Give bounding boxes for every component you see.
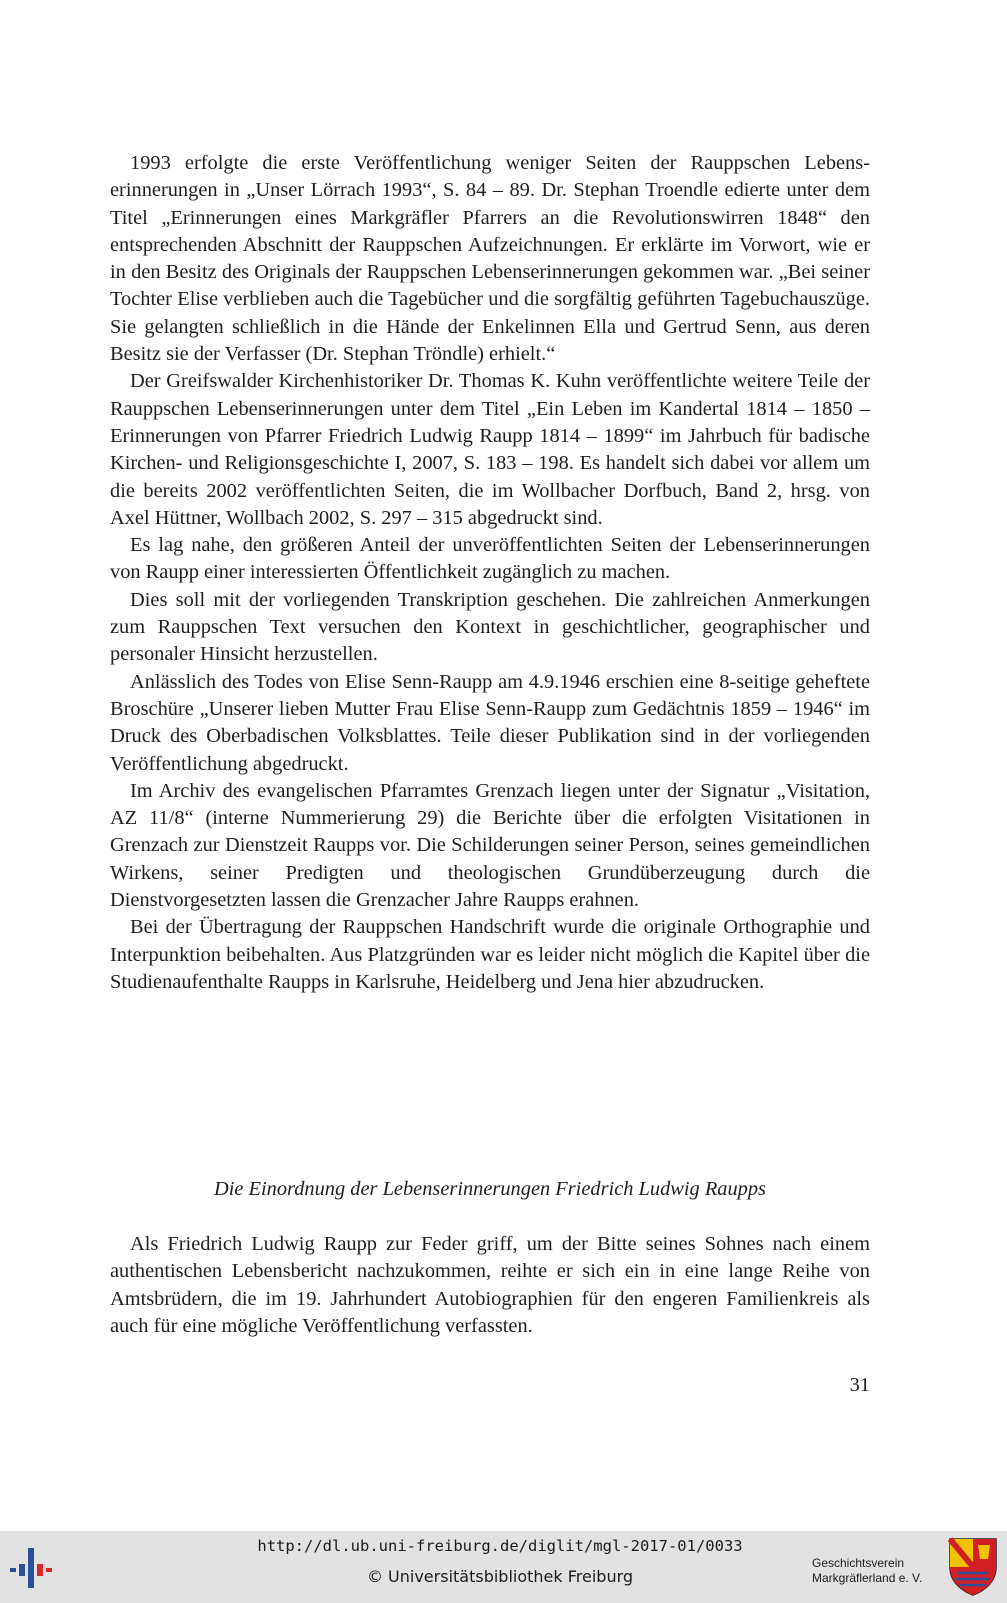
paragraph: Bei der Übertragung der Rauppschen Handschrift wurde die originale Orthographie und Interpunktion beibehalten. Aus Platzgründen war es leider nicht möglich die Kapitel über die Studienaufenthalte Raupps in Karlsruhe, Heidelberg und Jena hier abzudrucken.: [110, 916, 870, 993]
paragraph: Im Archiv des evangelischen Pfarramtes Grenzach liegen unter der Signatur „Visitation, AZ 11/8“ (interne Nummerierung 29) die Berichte über die erfolgten Visitationen in Grenzach zur Dienstzeit Raupps vor. Die Schilderungen seiner Person, seines gemeindlichen Wirkens, seiner Predigten und theologischen Grundüberzeugung durch die Dienstvorgesetzten lassen die Grenzacher Jahre Raupps erahnen.: [110, 779, 870, 912]
paragraph: Anlässlich des Todes von Elise Senn-Raupp am 4.9.1946 erschien eine 8-seitige geheftete Broschüre „Unserer lieben Mutter Frau Elise Senn-Raupp zum Gedächtnis 1859 – 1946“ im Druck des Oberbadischen Volksblattes. Teile dieser Publikation sind in der vorliegenden Veröffentlichung abgedruckt.: [110, 670, 870, 775]
paragraph: Als Friedrich Ludwig Raupp zur Feder griff, um der Bitte seines Sohnes nach einem authentischen Lebensbericht nachzukommen, reihte er sich ein in eine lange Reihe von Amtsbrüdern, die im 19. Jahrhundert Autobiographien für den engeren Familienkreis als auch für eine mögliche Veröffentlichung verfassten.: [110, 1233, 870, 1337]
paragraph: Dies soll mit der vorliegenden Transkription geschehen. Die zahlreichen Anmerkungen zum Rauppschen Text versuchen den Kontext in geschichtlicher, geographischer und personaler Hinsicht herzustellen.: [110, 588, 870, 666]
page-body: [110, 150, 870, 996]
page-number: 31: [849, 1374, 870, 1396]
footer-copyright: © Universitätsbibliothek Freiburg: [366, 1567, 634, 1586]
paragraph: Es lag nahe, den größeren Anteil der unveröffentlichten Seiten der Lebenserinnerungen von Raupp einer interessierten Öffentlichkeit zugänglich zu machen.: [110, 534, 870, 584]
footer-society: [812, 1556, 947, 1586]
coat-of-arms-icon: [948, 1537, 998, 1597]
footer-bar: [0, 1531, 1007, 1603]
section-heading: Die Einordnung der Lebenserinnerungen Friedrich Ludwig Raupps: [213, 1178, 766, 1200]
section-body: [110, 1231, 870, 1340]
paragraph: 1993 erfolgte die erste Veröffentlichung weniger Seiten der Rauppschen Lebenserinnerungen in „Unser Lörrach 1993“, S. 84 – 89. Dr. Stephan Troendle edierte unter dem Titel „Erinnerungen eines Markgräfler Pfarrers an die Revolutionswirren 1848“ den entsprechenden Abschnitt der Rauppschen Aufzeichnungen. Er erklärte im Vorwort, wie er in den Besitz des Originals der Rauppschen Lebenserinnerungen gekommen war. „Bei seiner Tochter Elise verblieben auch die Tagebücher und die sorgfältig geführten Tagebuchauszüge. Sie gelangten schließlich in die Hände der Enkelinnen Ella und Gertrud Senn, aus deren Besitz sie der Verfasser (Dr. Stephan Tröndle) erhielt.“: [110, 152, 870, 366]
paragraph: Der Greifswalder Kirchenhistoriker Dr. Thomas K. Kuhn veröffentlichte weitere Teile der Rauppschen Lebenserinnerungen unter dem Titel „Ein Leben im Kandertal 1814 – 1850 – Erinnerungen von Pfarrer Friedrich Ludwig Raupp 1814 – 1899“ im Jahrbuch für badische Kirchen- und Religionsgeschichte I, 2007, S. 183 – 198. Es handelt sich dabei vor allem um die bereits 2002 veröffentlichten Seiten, die im Wollbacher Dorfbuch, Band 2, hrsg. von Axel Hüttner, Wollbach 2002, S. 297 – 315 abgedruckt sind.: [110, 370, 870, 529]
ub-freiburg-logo-icon: [10, 1546, 64, 1590]
society-name-line1: Geschichtsverein: [812, 1556, 905, 1570]
footer-url-link[interactable]: http://dl.ub.uni-freiburg.de/diglit/mgl-2017-01/0033: [257, 1537, 743, 1555]
society-name-line2: Markgräflerland e. V.: [812, 1571, 923, 1585]
